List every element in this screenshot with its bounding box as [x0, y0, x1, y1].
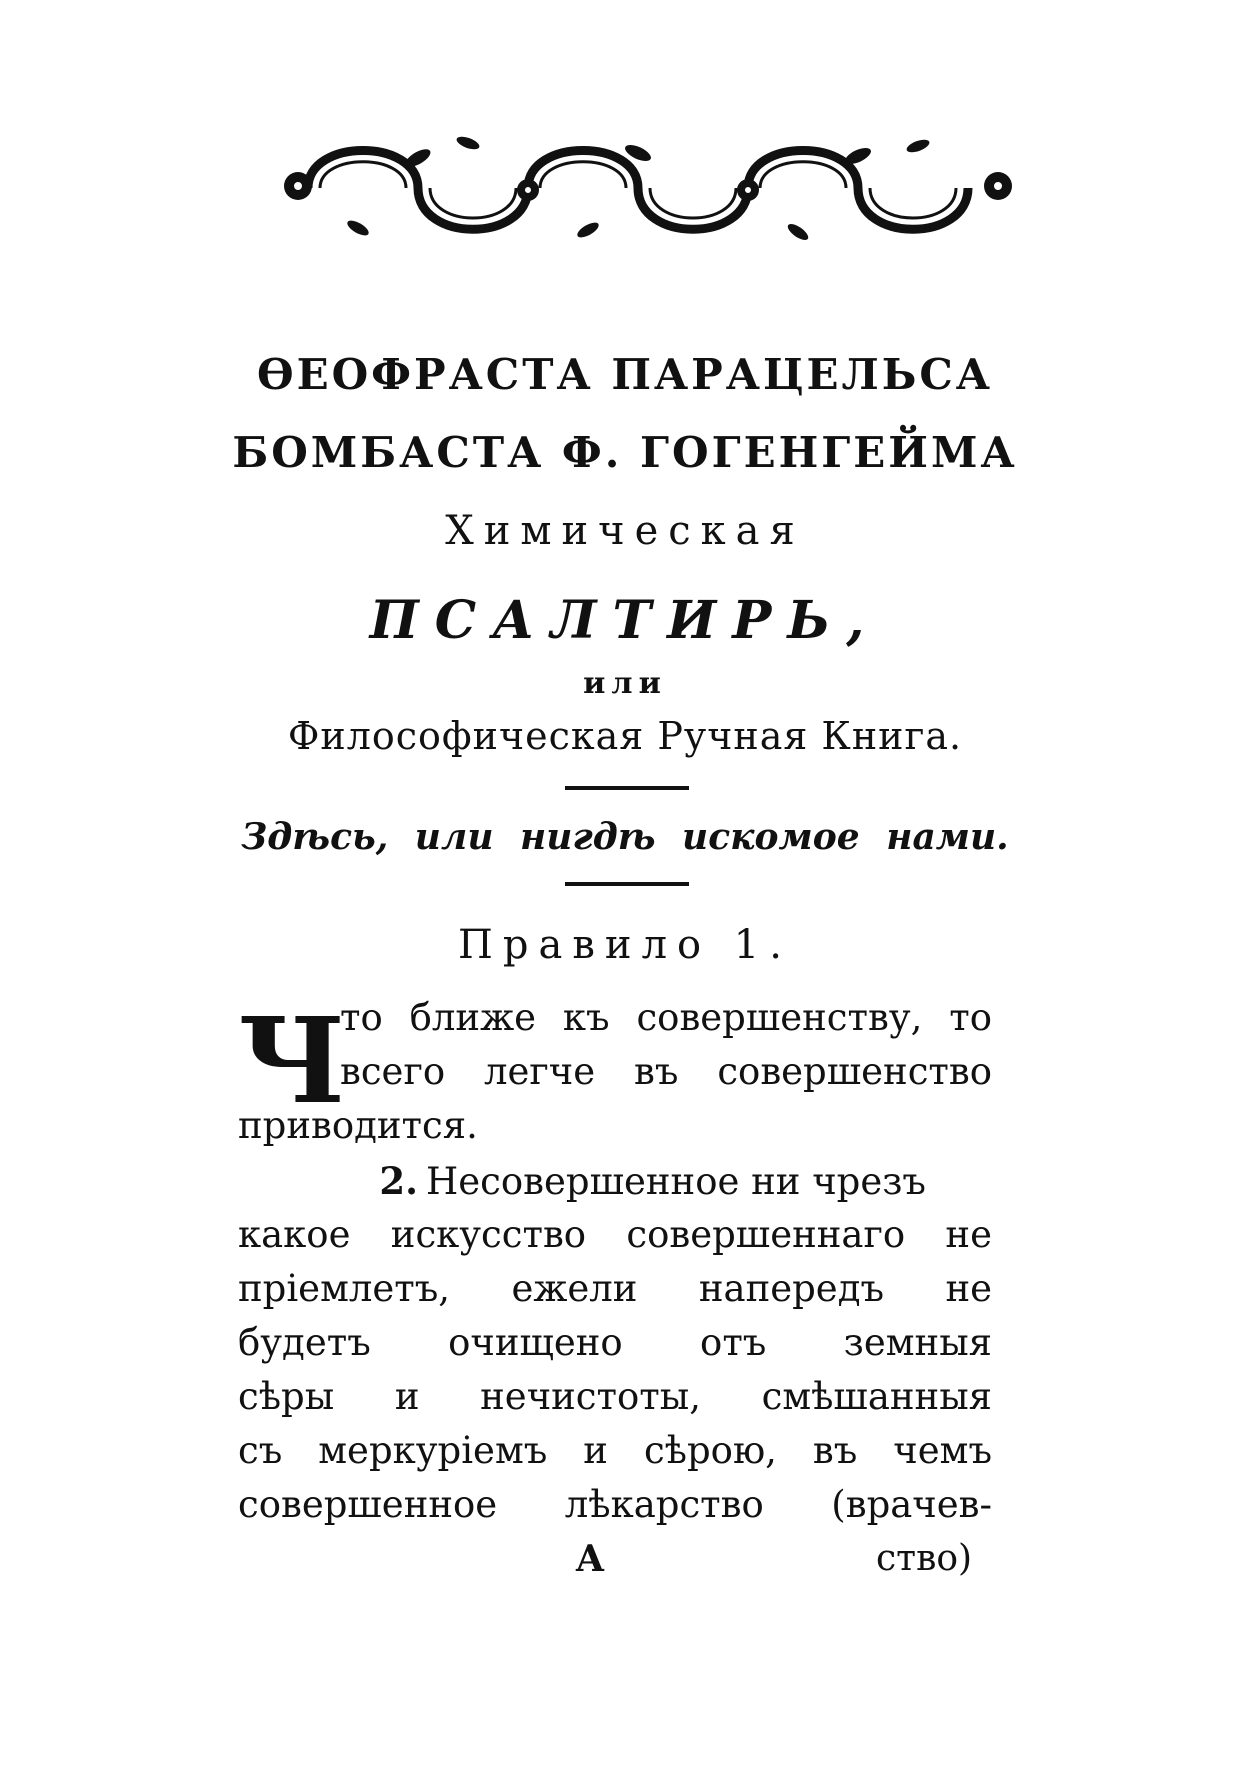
paragraph-2-line-1: [238, 1159, 992, 1203]
paragraph-1-line-2: всего легче въ совершенство: [340, 1050, 992, 1093]
subtitle-psalter: ПСАЛТИРЬ,: [369, 590, 881, 651]
motto: Здѣсь, или нигдѣ искомое нами.: [241, 816, 1009, 858]
subtitle-or: или: [583, 666, 667, 701]
paragraph-1-line-1: то ближе къ совершенству, то: [340, 996, 992, 1039]
drop-capital: Ч: [238, 991, 346, 1130]
paragraph-2-line-5: сѣры и нечистоты, смѣшанныя: [238, 1375, 992, 1418]
title-line-2: БОМБАСТА Ф. ГОГЕНГЕЙМА: [232, 428, 1018, 477]
catchword: ство): [876, 1538, 973, 1579]
paragraph-1-line-3: приводится.: [238, 1104, 478, 1147]
divider-rule-top: [565, 786, 689, 790]
signature-mark: A: [576, 1538, 604, 1580]
paragraph-2-line-3: пріемлетъ, ежели напередъ не: [238, 1267, 992, 1310]
paragraph-2-line-6: съ меркуріемъ и сѣрою, въ чемъ: [238, 1429, 992, 1472]
paragraph-2-line-4: будетъ очищено отъ земныя: [238, 1321, 992, 1364]
floral-headpiece-ornament: [268, 128, 1028, 258]
title-line-1: ѲЕОФРАСТА ПАРАЦЕЛЬСА: [256, 350, 994, 399]
subtitle-handbook: Философическая Ручная Книга.: [287, 714, 963, 758]
rule-heading: Правило 1.: [458, 922, 792, 968]
paragraph-2-line-7: совершенное лѣкарство (врачев-: [238, 1483, 992, 1526]
divider-rule-bottom: [565, 882, 689, 886]
paragraph-2-line-2: какое искусство совершеннаго не: [238, 1213, 992, 1256]
paragraph-2-line-1-text: Несовершенное ни чрезъ: [426, 1160, 926, 1203]
paragraph-number: 2.: [379, 1159, 418, 1203]
subtitle-chemical: Химическая: [445, 508, 805, 554]
